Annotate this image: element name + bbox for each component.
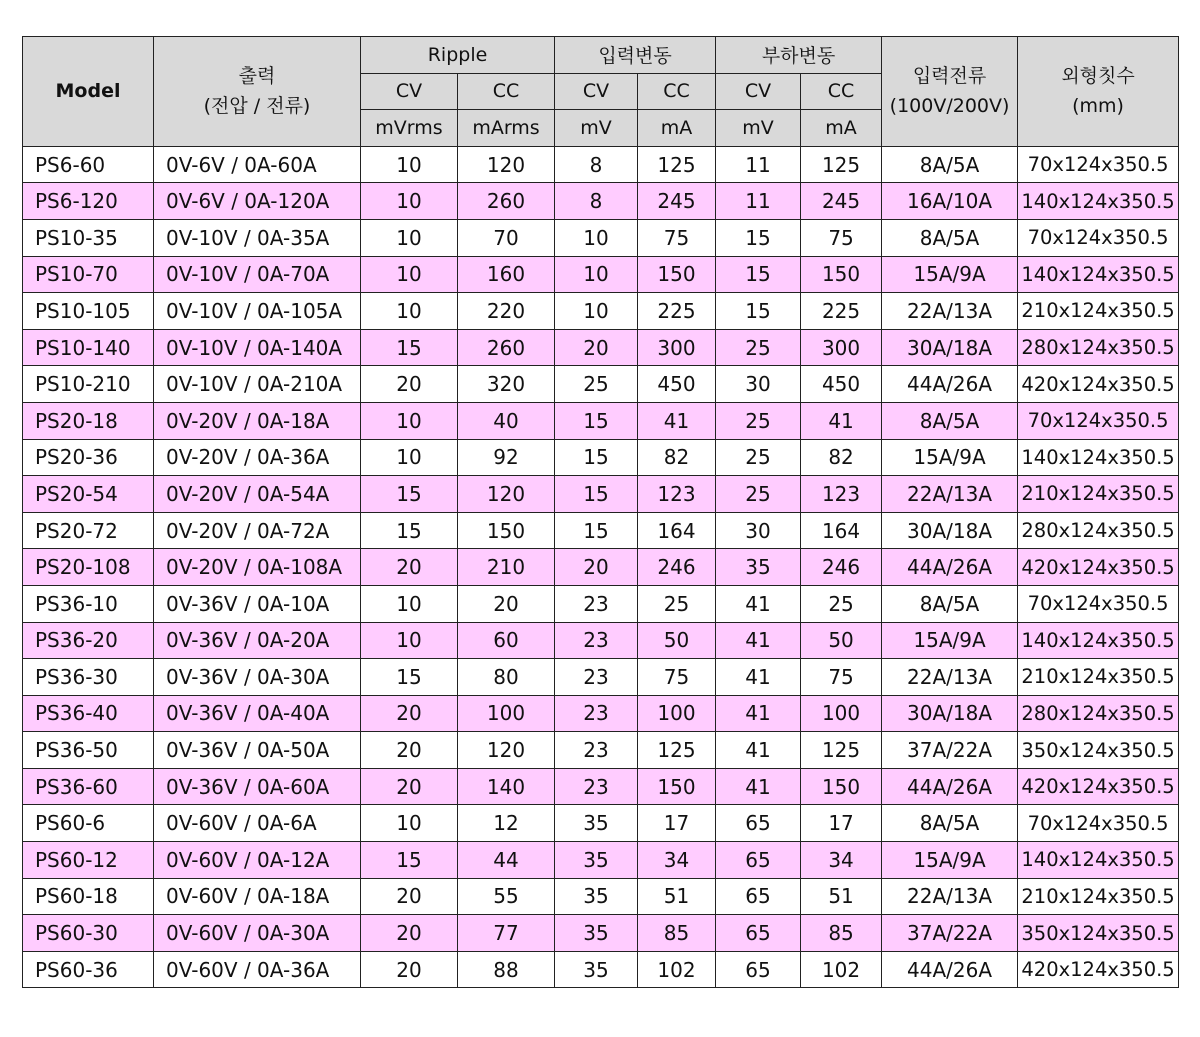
input-cc-cell: 225 [638,293,716,330]
input-cv-cell: 20 [555,329,638,366]
dimensions-cell: 420x124x350.5 [1018,768,1179,805]
input-cv-cell: 15 [555,476,638,513]
ripple-cc-cell: 88 [458,951,555,988]
load-cv-cell: 11 [716,183,801,220]
model-cell: PS10-70 [23,256,154,293]
dimensions-cell: 70x124x350.5 [1018,585,1179,622]
table-row [23,878,1179,915]
table-row [23,402,1179,439]
ripple-cv-cell: 15 [361,476,458,513]
input-current-cell: 8A/5A [882,219,1018,256]
load-cv-cell: 25 [716,329,801,366]
load-cv-cell: 65 [716,842,801,879]
header-input-current [882,37,1018,147]
table-row [23,805,1179,842]
load-cc-cell: 17 [801,805,882,842]
load-cc-cell: 34 [801,842,882,879]
input-current-cell: 15A/9A [882,439,1018,476]
header-dimensions [1018,37,1179,147]
input-cv-cell: 8 [555,146,638,183]
ripple-cv-cell: 10 [361,402,458,439]
dimensions-cell: 210x124x350.5 [1018,878,1179,915]
input-cc-cell: 100 [638,695,716,732]
load-cc-cell: 245 [801,183,882,220]
load-cv-cell: 65 [716,805,801,842]
range-cell: 0V-10V / 0A-140A [154,329,361,366]
input-current-cell: 44A/26A [882,768,1018,805]
input-cc-cell: 300 [638,329,716,366]
header-ripple: Ripple [361,37,555,74]
model-cell: PS20-54 [23,476,154,513]
table-row [23,476,1179,513]
ripple-cc-cell: 140 [458,768,555,805]
load-cv-cell: 35 [716,549,801,586]
model-cell: PS6-60 [23,146,154,183]
table-row [23,695,1179,732]
ripple-cv-cell: 15 [361,659,458,696]
table-row [23,329,1179,366]
header-dimensions-line1: 외형칫수 [1061,65,1135,88]
ripple-cc-cell: 20 [458,585,555,622]
input-cc-cell: 450 [638,366,716,403]
input-cv-cell: 15 [555,512,638,549]
input-cc-cell: 102 [638,951,716,988]
range-cell: 0V-36V / 0A-20A [154,622,361,659]
model-cell: PS36-50 [23,732,154,769]
header-output-line2: (전압 / 전류) [203,95,311,118]
input-current-cell: 44A/26A [882,366,1018,403]
ripple-cc-cell: 260 [458,329,555,366]
model-cell: PS36-40 [23,695,154,732]
model-cell: PS20-18 [23,402,154,439]
input-current-cell: 30A/18A [882,512,1018,549]
load-cc-cell: 50 [801,622,882,659]
table-row [23,256,1179,293]
input-cv-cell: 10 [555,256,638,293]
input-cc-cell: 25 [638,585,716,622]
dimensions-cell: 140x124x350.5 [1018,439,1179,476]
model-cell: PS20-108 [23,549,154,586]
ripple-cc-cell: 70 [458,219,555,256]
ripple-cv-cell: 10 [361,585,458,622]
input-cv-cell: 23 [555,732,638,769]
model-cell: PS20-36 [23,439,154,476]
range-cell: 0V-10V / 0A-70A [154,256,361,293]
ripple-cc-cell: 120 [458,732,555,769]
ripple-cc-cell: 210 [458,549,555,586]
input-current-cell: 30A/18A [882,329,1018,366]
dimensions-cell: 140x124x350.5 [1018,256,1179,293]
load-cv-cell: 30 [716,512,801,549]
input-cc-cell: 164 [638,512,716,549]
input-cv-cell: 15 [555,402,638,439]
range-cell: 0V-36V / 0A-10A [154,585,361,622]
ripple-cv-cell: 10 [361,439,458,476]
ripple-cv-cell: 20 [361,366,458,403]
input-cc-cell: 82 [638,439,716,476]
ripple-cv-cell: 20 [361,951,458,988]
input-cc-cell: 125 [638,732,716,769]
dimensions-cell: 210x124x350.5 [1018,293,1179,330]
input-current-cell: 37A/22A [882,915,1018,952]
model-cell: PS6-120 [23,183,154,220]
table-header [23,37,1179,147]
input-current-cell: 8A/5A [882,585,1018,622]
ripple-cc-cell: 260 [458,183,555,220]
dimensions-cell: 140x124x350.5 [1018,842,1179,879]
load-cc-cell: 82 [801,439,882,476]
input-cv-cell: 25 [555,366,638,403]
load-cc-cell: 51 [801,878,882,915]
model-cell: PS60-30 [23,915,154,952]
input-current-cell: 15A/9A [882,622,1018,659]
load-cc-cell: 125 [801,732,882,769]
ripple-cc-cell: 12 [458,805,555,842]
header-unit-ma: mA [638,110,716,147]
input-current-cell: 22A/13A [882,878,1018,915]
header-unit-marms: mArms [458,110,555,147]
input-cc-cell: 75 [638,659,716,696]
input-current-cell: 8A/5A [882,146,1018,183]
model-cell: PS36-60 [23,768,154,805]
model-cell: PS60-18 [23,878,154,915]
input-cc-cell: 34 [638,842,716,879]
model-cell: PS10-210 [23,366,154,403]
load-cv-cell: 11 [716,146,801,183]
ripple-cc-cell: 120 [458,476,555,513]
model-cell: PS10-105 [23,293,154,330]
range-cell: 0V-20V / 0A-18A [154,402,361,439]
header-unit-mvrms: mVrms [361,110,458,147]
load-cv-cell: 25 [716,402,801,439]
dimensions-cell: 210x124x350.5 [1018,659,1179,696]
dimensions-cell: 70x124x350.5 [1018,805,1179,842]
range-cell: 0V-6V / 0A-60A [154,146,361,183]
ripple-cv-cell: 15 [361,842,458,879]
ripple-cv-cell: 15 [361,512,458,549]
input-current-cell: 22A/13A [882,659,1018,696]
table-row [23,549,1179,586]
input-cc-cell: 75 [638,219,716,256]
input-current-cell: 44A/26A [882,549,1018,586]
model-cell: PS60-6 [23,805,154,842]
load-cv-cell: 65 [716,951,801,988]
model-cell: PS20-72 [23,512,154,549]
input-current-cell: 15A/9A [882,256,1018,293]
input-cv-cell: 23 [555,659,638,696]
ripple-cc-cell: 44 [458,842,555,879]
load-cc-cell: 300 [801,329,882,366]
load-cc-cell: 25 [801,585,882,622]
load-cv-cell: 65 [716,915,801,952]
range-cell: 0V-20V / 0A-54A [154,476,361,513]
ripple-cc-cell: 77 [458,915,555,952]
table-row [23,585,1179,622]
ripple-cc-cell: 120 [458,146,555,183]
header-load-variation: 부하변동 [716,37,882,74]
load-cv-cell: 15 [716,219,801,256]
model-cell: PS10-35 [23,219,154,256]
header-model: Model [23,37,154,147]
header-unit-mv: mV [716,110,801,147]
ripple-cv-cell: 10 [361,146,458,183]
load-cv-cell: 41 [716,622,801,659]
header-load-cc: CC [801,73,882,110]
input-cc-cell: 51 [638,878,716,915]
ripple-cv-cell: 20 [361,549,458,586]
load-cv-cell: 15 [716,256,801,293]
input-cc-cell: 123 [638,476,716,513]
model-cell: PS60-36 [23,951,154,988]
range-cell: 0V-20V / 0A-72A [154,512,361,549]
input-cc-cell: 41 [638,402,716,439]
ripple-cv-cell: 10 [361,622,458,659]
dimensions-cell: 280x124x350.5 [1018,695,1179,732]
load-cc-cell: 246 [801,549,882,586]
input-cv-cell: 35 [555,878,638,915]
input-current-cell: 8A/5A [882,805,1018,842]
load-cc-cell: 75 [801,659,882,696]
ripple-cv-cell: 10 [361,805,458,842]
ripple-cv-cell: 10 [361,183,458,220]
input-cc-cell: 50 [638,622,716,659]
load-cc-cell: 75 [801,219,882,256]
ripple-cv-cell: 10 [361,219,458,256]
ripple-cc-cell: 40 [458,402,555,439]
table-row [23,842,1179,879]
ripple-cc-cell: 80 [458,659,555,696]
header-input-cv: CV [555,73,638,110]
input-current-cell: 44A/26A [882,951,1018,988]
input-cv-cell: 23 [555,695,638,732]
header-dimensions-line2: (mm) [1072,95,1124,118]
model-cell: PS60-12 [23,842,154,879]
table-row [23,293,1179,330]
header-unit-mv: mV [555,110,638,147]
range-cell: 0V-6V / 0A-120A [154,183,361,220]
input-cv-cell: 35 [555,842,638,879]
table-row [23,622,1179,659]
range-cell: 0V-36V / 0A-50A [154,732,361,769]
input-current-cell: 8A/5A [882,402,1018,439]
dimensions-cell: 140x124x350.5 [1018,183,1179,220]
input-cv-cell: 35 [555,915,638,952]
load-cv-cell: 30 [716,366,801,403]
ripple-cv-cell: 20 [361,768,458,805]
input-cv-cell: 10 [555,293,638,330]
ripple-cc-cell: 220 [458,293,555,330]
range-cell: 0V-60V / 0A-30A [154,915,361,952]
table-row [23,951,1179,988]
input-current-cell: 22A/13A [882,293,1018,330]
dimensions-cell: 70x124x350.5 [1018,146,1179,183]
ripple-cv-cell: 20 [361,915,458,952]
table-row [23,659,1179,696]
header-ripple-cc: CC [458,73,555,110]
load-cc-cell: 225 [801,293,882,330]
load-cv-cell: 41 [716,768,801,805]
load-cv-cell: 41 [716,695,801,732]
ripple-cv-cell: 20 [361,695,458,732]
load-cv-cell: 65 [716,878,801,915]
ripple-cc-cell: 55 [458,878,555,915]
header-input-cc: CC [638,73,716,110]
table-row [23,439,1179,476]
dimensions-cell: 280x124x350.5 [1018,329,1179,366]
input-cc-cell: 150 [638,256,716,293]
ripple-cv-cell: 10 [361,293,458,330]
range-cell: 0V-60V / 0A-6A [154,805,361,842]
input-cc-cell: 17 [638,805,716,842]
header-unit-ma: mA [801,110,882,147]
power-supply-spec-table [22,36,1179,988]
load-cv-cell: 41 [716,585,801,622]
load-cc-cell: 150 [801,256,882,293]
input-cc-cell: 150 [638,768,716,805]
load-cv-cell: 15 [716,293,801,330]
load-cv-cell: 25 [716,439,801,476]
input-current-cell: 15A/9A [882,842,1018,879]
dimensions-cell: 350x124x350.5 [1018,915,1179,952]
load-cc-cell: 150 [801,768,882,805]
header-output-line1: 출력 [238,65,276,88]
table-row [23,915,1179,952]
dimensions-cell: 70x124x350.5 [1018,219,1179,256]
header-row-1 [23,37,1179,74]
dimensions-cell: 70x124x350.5 [1018,402,1179,439]
header-output [154,37,361,147]
ripple-cv-cell: 10 [361,256,458,293]
table-row [23,512,1179,549]
model-cell: PS36-20 [23,622,154,659]
input-current-cell: 22A/13A [882,476,1018,513]
ripple-cv-cell: 15 [361,329,458,366]
input-cv-cell: 35 [555,951,638,988]
ripple-cc-cell: 60 [458,622,555,659]
range-cell: 0V-60V / 0A-18A [154,878,361,915]
header-load-cv: CV [716,73,801,110]
input-cv-cell: 23 [555,768,638,805]
table-row [23,732,1179,769]
range-cell: 0V-20V / 0A-108A [154,549,361,586]
table-row [23,183,1179,220]
ripple-cc-cell: 100 [458,695,555,732]
range-cell: 0V-36V / 0A-40A [154,695,361,732]
load-cv-cell: 25 [716,476,801,513]
dimensions-cell: 210x124x350.5 [1018,476,1179,513]
table-row [23,219,1179,256]
dimensions-cell: 420x124x350.5 [1018,366,1179,403]
input-current-cell: 30A/18A [882,695,1018,732]
ripple-cv-cell: 20 [361,878,458,915]
input-cv-cell: 20 [555,549,638,586]
ripple-cc-cell: 320 [458,366,555,403]
dimensions-cell: 420x124x350.5 [1018,951,1179,988]
input-cv-cell: 23 [555,585,638,622]
range-cell: 0V-10V / 0A-210A [154,366,361,403]
dimensions-cell: 350x124x350.5 [1018,732,1179,769]
input-current-cell: 16A/10A [882,183,1018,220]
input-cv-cell: 15 [555,439,638,476]
load-cv-cell: 41 [716,659,801,696]
ripple-cv-cell: 20 [361,732,458,769]
range-cell: 0V-10V / 0A-35A [154,219,361,256]
table-row [23,146,1179,183]
range-cell: 0V-20V / 0A-36A [154,439,361,476]
dimensions-cell: 140x124x350.5 [1018,622,1179,659]
dimensions-cell: 420x124x350.5 [1018,549,1179,586]
model-cell: PS10-140 [23,329,154,366]
load-cc-cell: 85 [801,915,882,952]
table-body [23,146,1179,988]
table-row [23,366,1179,403]
load-cc-cell: 450 [801,366,882,403]
input-current-cell: 37A/22A [882,732,1018,769]
input-cc-cell: 85 [638,915,716,952]
input-cc-cell: 125 [638,146,716,183]
table-row [23,768,1179,805]
range-cell: 0V-36V / 0A-30A [154,659,361,696]
header-input-variation: 입력변동 [555,37,716,74]
load-cc-cell: 41 [801,402,882,439]
input-cv-cell: 23 [555,622,638,659]
load-cc-cell: 100 [801,695,882,732]
ripple-cc-cell: 92 [458,439,555,476]
header-input-current-line1: 입력전류 [912,65,987,88]
load-cc-cell: 102 [801,951,882,988]
range-cell: 0V-10V / 0A-105A [154,293,361,330]
input-cv-cell: 35 [555,805,638,842]
ripple-cc-cell: 150 [458,512,555,549]
input-cv-cell: 10 [555,219,638,256]
ripple-cc-cell: 160 [458,256,555,293]
range-cell: 0V-36V / 0A-60A [154,768,361,805]
range-cell: 0V-60V / 0A-12A [154,842,361,879]
model-cell: PS36-10 [23,585,154,622]
load-cc-cell: 164 [801,512,882,549]
load-cc-cell: 125 [801,146,882,183]
input-cv-cell: 8 [555,183,638,220]
input-cc-cell: 245 [638,183,716,220]
dimensions-cell: 280x124x350.5 [1018,512,1179,549]
input-cc-cell: 246 [638,549,716,586]
load-cv-cell: 41 [716,732,801,769]
model-cell: PS36-30 [23,659,154,696]
range-cell: 0V-60V / 0A-36A [154,951,361,988]
header-ripple-cv: CV [361,73,458,110]
load-cc-cell: 123 [801,476,882,513]
header-input-current-line2: (100V/200V) [889,95,1010,118]
